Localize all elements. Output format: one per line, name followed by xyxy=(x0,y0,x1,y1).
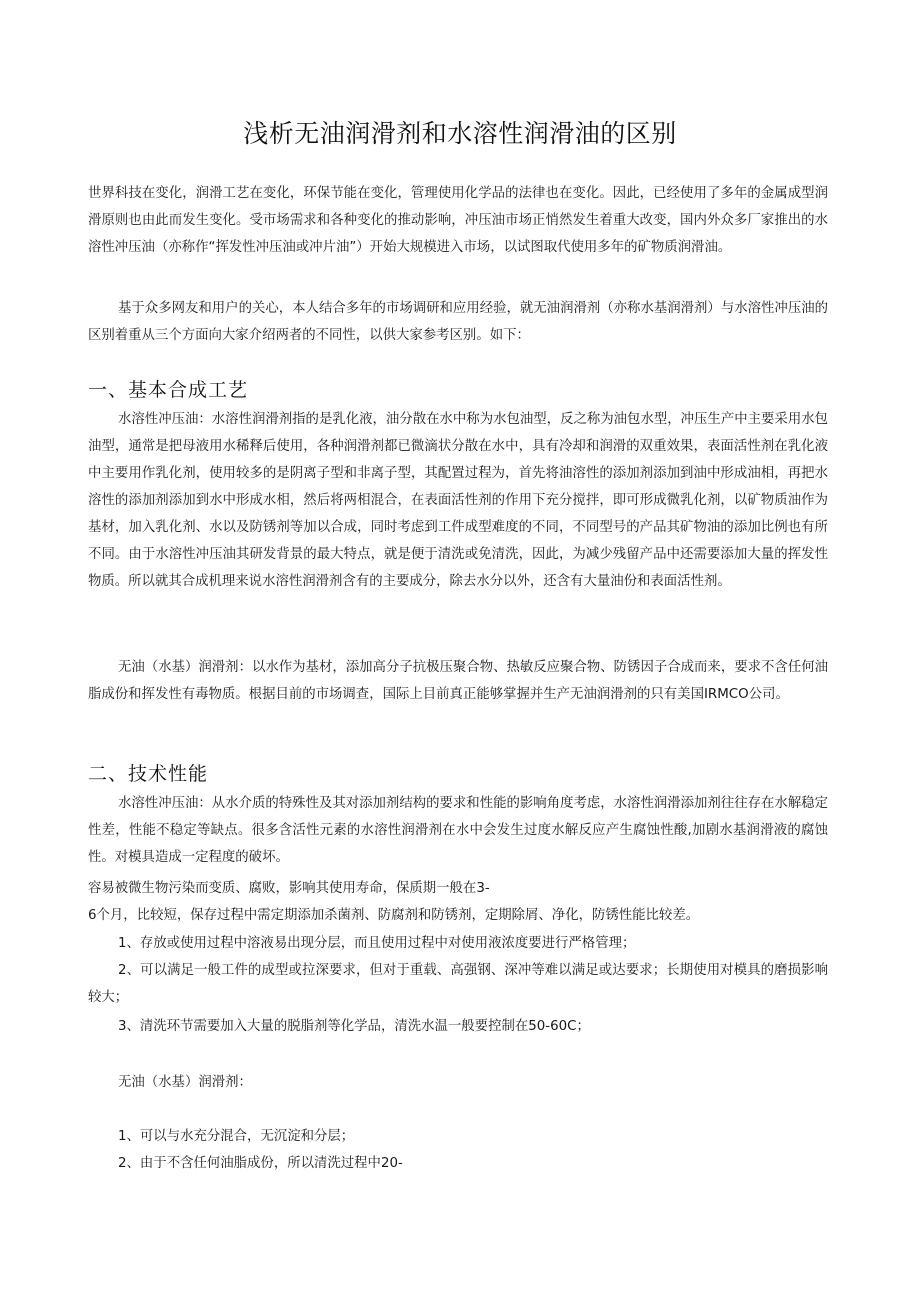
section-2-list-item-3: 3、清洗环节需要加入大量的脱脂剂等化学品，清洗水温一般要控制在50-60C； xyxy=(118,1019,590,1034)
section-2-line-1: 容易被微生物污染而变质、腐败，影响其使用寿命，保质期一般在3- xyxy=(88,881,490,896)
section-2-subheading: 无油（水基）润滑剂： xyxy=(118,1075,252,1090)
section-2-paragraph-1: 水溶性冲压油：从水介质的特殊性及其对添加剂结构的要求和性能的影响角度考虑，水溶性润滑添加剂往往存在水解稳定性差，性能不稳定等缺点。很多含活性元素的水溶性润滑剂在水中会发生过度水解反应产生腐蚀性酸,加剧水基润滑液的腐蚀性。对模具造成一定程度的破坏。 xyxy=(88,796,828,865)
section-1-heading: 一、基本合成工艺 xyxy=(88,379,249,401)
section-2-line-2: 6个月，比较短，保存过程中需定期添加杀菌剂、防腐剂和防锈剂，定期除屑、净化，防锈性能比较差。 xyxy=(88,908,700,923)
section-2-heading: 二、技术性能 xyxy=(88,763,209,785)
section-2-list-item-1: 1、存放或使用过程中溶液易出现分层，而且使用过程中对使用液浓度要进行严格管理； xyxy=(118,936,636,951)
intro-paragraph-2: 基于众多网友和用户的关心，本人结合多年的市场调研和应用经验，就无油润滑剂（亦称水基润滑剂）与水溶性冲压油的区别着重从三个方面向大家介绍两者的不同性，以供大家参考区别。如下： xyxy=(88,301,828,343)
section-2-list-item-2: 2、可以满足一般工件的成型或拉深要求，但对于重载、高强钢、深冲等难以满足或达要求；长期使用对模具的磨损影响较大； xyxy=(88,963,828,1005)
document-title: 浅析无油润滑剂和水溶性润滑油的区别 xyxy=(243,119,677,148)
section-2-list-item-4: 1、可以与水充分混合，无沉淀和分层； xyxy=(118,1129,355,1144)
section-1-paragraph-1: 水溶性冲压油：水溶性润滑剂指的是乳化液，油分散在水中称为水包油型，反之称为油包水型，冲压生产中主要采用水包油型，通常是把母液用水稀释后使用，各种润滑剂都已微滴状分散在水中，具有冷却和润滑的双重效果，表面活性剂在乳化液中主要用作乳化剂，使用较多的是阴离子型和非离子型，其配置过程为，首先将油溶性的添加剂添加到油中形成油相，再把水溶性的添加剂添加到水中形成水相，然后将两相混合，在表面活性剂的作用下充分搅拌，即可形成微乳化剂，以矿物质油作为基材，加入乳化剂、水以及防锈剂等加以合成，同时考虑到工件成型难度的不同，不同型号的产品其矿物油的添加比例也有所不同。由于水溶性冲压油其研发背景的最大特点，就是便于清洗或免清洗，因此，为减少残留产品中还需要添加大量的挥发性物质。所以就其合成机理来说水溶性润滑剂含有的主要成分，除去水分以外，还含有大量油份和表面活性剂。 xyxy=(88,412,828,589)
section-1-paragraph-2: 无油（水基）润滑剂：以水作为基材，添加高分子抗极压聚合物、热敏反应聚合物、防锈因子合成而来，要求不含任何油脂成份和挥发性有毒物质。根据目前的市场调查，国际上目前真正能够掌握并生产无油润滑剂的只有美国IRMCO公司。 xyxy=(88,660,828,702)
section-2-list-item-5: 2、由于不含任何油脂成份，所以清洗过程中20- xyxy=(118,1156,403,1171)
intro-paragraph-1: 世界科技在变化，润滑工艺在变化，环保节能在变化，管理使用化学品的法律也在变化。因此，已经使用了多年的金属成型润滑原则也由此而发生变化。受市场需求和各种变化的推动影响，冲压油市场正悄然发生着重大改变，国内外众多厂家推出的水溶性冲压油（亦称作“挥发性冲压油或冲片油”）开始大规模进入市场，以试图取代使用多年的矿物质润滑油。 xyxy=(88,186,828,255)
